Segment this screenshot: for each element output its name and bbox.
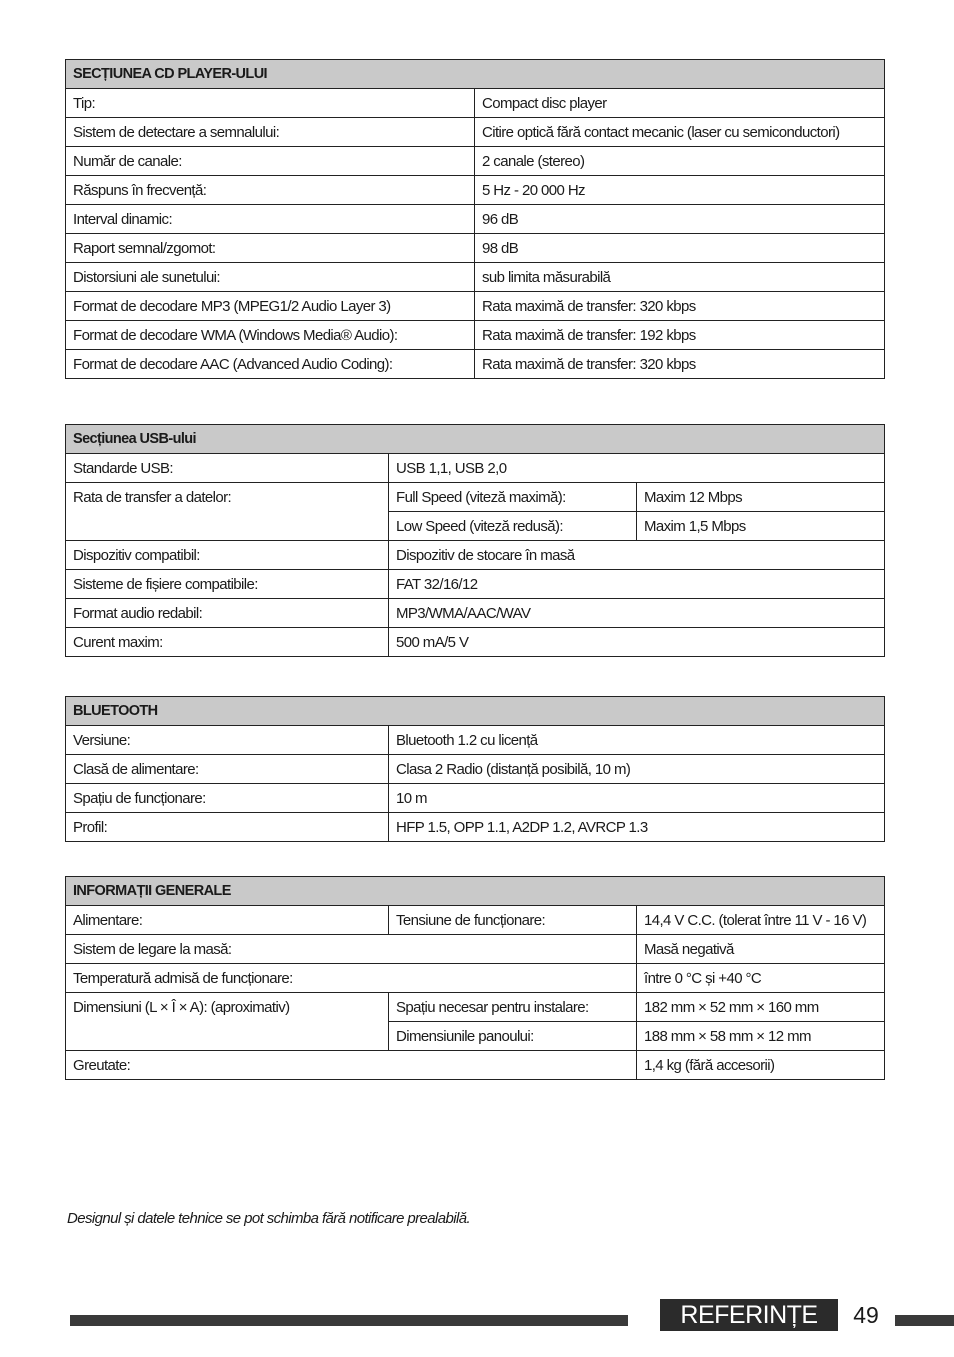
row-value: 14,4 V C.C. (tolerat între 11 V - 16 V) [637,906,885,935]
row-value: 1,4 kg (fără accesorii) [637,1051,885,1080]
disclaimer-note: Designul și datele tehnice se pot schimba fără notificare prealabilă. [67,1210,471,1227]
row-value: Rata maximă de transfer: 192 kbps [475,321,885,350]
row-sublabel: Tensiune de funcționare: [389,906,637,935]
row-label: Distorsiuni ale sunetului: [66,263,475,292]
table-row [66,454,885,483]
row-value: MP3/WMA/AAC/WAV [389,599,885,628]
row-value: 10 m [389,784,885,813]
general-section-title: INFORMAȚII GENERALE [66,877,885,906]
table-row [66,541,885,570]
table-row [66,993,885,1022]
row-label: Profil: [66,813,389,842]
table-row [66,118,885,147]
row-label: Rata de transfer a datelor: [66,483,389,541]
table-header-row [66,425,885,454]
table-row [66,483,885,512]
row-value: sub limita măsurabilă [475,263,885,292]
usb-section-title: Secțiunea USB-ului [66,425,885,454]
row-label: Sisteme de fișiere compatibile: [66,570,389,599]
row-label: Standarde USB: [66,454,389,483]
row-value: Bluetooth 1.2 cu licență [389,726,885,755]
table-row [66,570,885,599]
row-label: Curent maxim: [66,628,389,657]
row-value: Clasa 2 Radio (distanță posibilă, 10 m) [389,755,885,784]
row-label: Dimensiuni (L × Î × A): (aproximativ) [66,993,389,1051]
row-value: FAT 32/16/12 [389,570,885,599]
row-value: Rata maximă de transfer: 320 kbps [475,292,885,321]
bluetooth-spec-table [65,696,885,842]
row-label: Raport semnal/zgomot: [66,234,475,263]
table-header-row [66,697,885,726]
table-row [66,813,885,842]
table-row [66,935,885,964]
row-value: HFP 1.5, OPP 1.1, A2DP 1.2, AVRCP 1.3 [389,813,885,842]
row-label: Spațiu de funcționare: [66,784,389,813]
row-label: Număr de canale: [66,147,475,176]
table-row [66,1051,885,1080]
row-value: Masă negativă [637,935,885,964]
row-sublabel: Full Speed (viteză maximă): [389,483,637,512]
row-label: Sistem de legare la masă: [66,935,637,964]
table-header-row [66,877,885,906]
row-value: USB 1,1, USB 2,0 [389,454,885,483]
table-row [66,726,885,755]
row-label: Tip: [66,89,475,118]
row-label: Interval dinamic: [66,205,475,234]
row-sublabel: Low Speed (viteză redusă): [389,512,637,541]
row-value: Citire optică fără contact mecanic (laser cu semiconductori) [475,118,885,147]
row-value: 98 dB [475,234,885,263]
table-row [66,205,885,234]
row-value: 182 mm × 52 mm × 160 mm [637,993,885,1022]
table-row [66,755,885,784]
cd-section-title: SECȚIUNEA CD PLAYER-ULUI [66,60,885,89]
table-header-row [66,60,885,89]
usb-spec-table [65,424,885,657]
bluetooth-section-title: BLUETOOTH [66,697,885,726]
row-value: Dispozitiv de stocare în masă [389,541,885,570]
footer-bar-left [70,1315,628,1326]
table-row [66,906,885,935]
row-label: Răspuns în frecvență: [66,176,475,205]
general-info-spec-table [65,876,885,1080]
row-label: Clasă de alimentare: [66,755,389,784]
row-value: 5 Hz - 20 000 Hz [475,176,885,205]
row-value: 188 mm × 58 mm × 12 mm [637,1022,885,1051]
table-row [66,784,885,813]
row-label: Format audio redabil: [66,599,389,628]
row-sublabel: Spațiu necesar pentru instalare: [389,993,637,1022]
table-row [66,292,885,321]
row-sublabel: Dimensiunile panoului: [389,1022,637,1051]
table-row [66,964,885,993]
table-row [66,147,885,176]
row-value: 2 canale (stereo) [475,147,885,176]
section-title-box: REFERINȚE [660,1299,838,1331]
row-label: Format de decodare MP3 (MPEG1/2 Audio Layer 3) [66,292,475,321]
row-label: Temperatură admisă de funcționare: [66,964,637,993]
page-number: 49 [853,1302,879,1328]
row-label: Versiune: [66,726,389,755]
cd-player-spec-table [65,59,885,379]
row-value: Rata maximă de transfer: 320 kbps [475,350,885,379]
row-value: 500 mA/5 V [389,628,885,657]
table-row [66,599,885,628]
row-label: Format de decodare AAC (Advanced Audio Coding): [66,350,475,379]
row-label: Sistem de detectare a semnalului: [66,118,475,147]
row-value: Maxim 1,5 Mbps [637,512,885,541]
row-label: Greutate: [66,1051,637,1080]
table-row [66,628,885,657]
table-row [66,350,885,379]
row-value: Compact disc player [475,89,885,118]
table-row [66,89,885,118]
row-value: Maxim 12 Mbps [637,483,885,512]
table-row [66,321,885,350]
row-value: între 0 °C și +40 °C [637,964,885,993]
row-value: 96 dB [475,205,885,234]
row-label: Dispozitiv compatibil: [66,541,389,570]
table-row [66,234,885,263]
row-label: Alimentare: [66,906,389,935]
table-row [66,263,885,292]
table-row [66,176,885,205]
row-label: Format de decodare WMA (Windows Media® Audio): [66,321,475,350]
footer-bar-right [895,1315,954,1326]
